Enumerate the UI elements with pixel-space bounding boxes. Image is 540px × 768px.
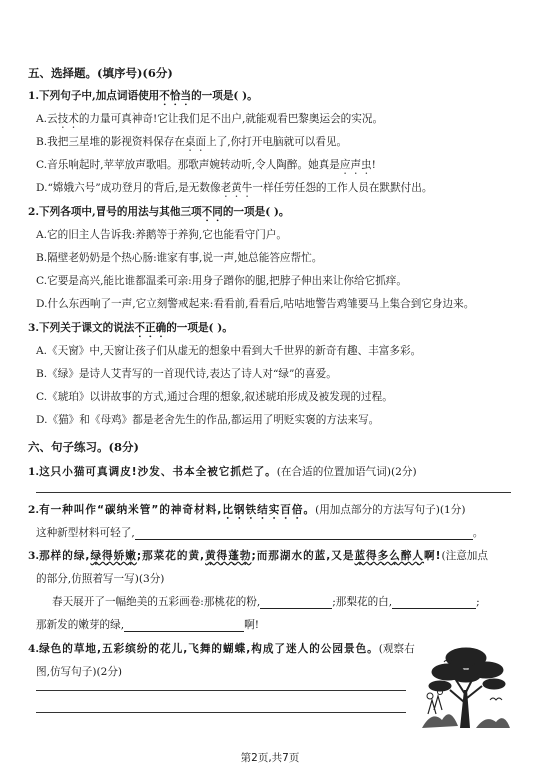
question-5-3-stem: 3.下列关于课文的说法不正确的一项是( )。 xyxy=(28,322,233,334)
question-6-3-fill-line2: 那新发的嫩芽的绿, 啊! xyxy=(36,619,259,631)
page-footer: 第2页,共7页 xyxy=(240,752,300,764)
answer-line-6-4-a[interactable] xyxy=(36,690,406,691)
question-6-4-line2: 图,仿写句子)(2分) xyxy=(36,666,123,678)
option-5-3-a: A.《天窗》中,天窗让孩子们从虚无的想象中看到大千世界的新奇有趣、丰富多彩。 xyxy=(36,345,422,357)
answer-line-6-4-b[interactable] xyxy=(36,712,406,713)
option-5-1-a: A.云技术的力量可真神奇!它让我们足不出户,就能观看巴黎奥运会的实况。 xyxy=(36,113,384,125)
answer-6-2: 这种新型材料可轻了, 。 xyxy=(36,527,484,539)
option-5-1-c: C.音乐响起时,苹苹放声歌唱。那歌声婉转动听,令人陶醉。她真是应声虫! xyxy=(36,159,376,171)
question-6-2: 2.有一种叫作“碳纳米管”的神奇材料,比钢铁结实百倍。(用加点部分的方法写句子)(1分) xyxy=(28,504,466,516)
option-5-3-b: B.《绿》是诗人艾青写的一首现代诗,表达了诗人对“绿”的喜爱。 xyxy=(36,368,337,380)
park-tree-illustration xyxy=(420,640,512,730)
option-5-1-d: D.“嫦娥六号”成功登月的背后,是无数像老黄牛一样任劳任怨的工作人员在默默付出。 xyxy=(36,182,433,194)
question-6-3-line1: 3.那样的绿,绿得娇嫩;那菜花的黄,黄得蓬勃;而那湖水的蓝,又是蓝得多么醉人啊!(注意加点 xyxy=(28,550,488,562)
answer-line-6-1[interactable] xyxy=(36,492,511,493)
option-5-1-b: B.我把三星堆的影视资料保存在桌面上了,你打开电脑就可以看见。 xyxy=(36,136,348,148)
option-5-3-d: D.《猫》和《母鸡》都是老舍先生的作品,都运用了明贬实褒的方法来写。 xyxy=(36,414,380,426)
question-6-3-line2: 的部分,仿照着写一写)(3分) xyxy=(36,573,165,585)
option-5-3-c: C.《琥珀》以讲故事的方式,通过合理的想象,叙述琥珀形成及被发现的过程。 xyxy=(36,391,393,403)
question-6-4-line1: 4.绿色的草地,五彩缤纷的花儿,飞舞的蝴蝶,构成了迷人的公园景色。(观察右 xyxy=(28,643,415,655)
answer-blank-6-3-c[interactable] xyxy=(124,620,244,632)
question-6-1: 1.这只小猫可真调皮!沙发、书本全被它抓烂了。(在合适的位置加语气词)(2分) xyxy=(28,466,417,478)
question-6-3-fill-line1: 春天展开了一幅绝美的五彩画卷:那桃花的粉, ;那梨花的白, ; xyxy=(52,596,480,608)
answer-blank-6-3-a[interactable] xyxy=(260,597,332,609)
question-5-2-stem: 2.下列各项中,冒号的用法与其他三项不同的一项是( )。 xyxy=(28,206,290,218)
option-5-2-a: A.它的旧主人告诉我:养鹅等于养狗,它也能看守门户。 xyxy=(36,229,288,241)
option-5-2-b: B.隔壁老奶奶是个热心肠:谁家有事,说一声,她总能答应帮忙。 xyxy=(36,252,323,264)
section-5-title: 五、选择题。(填序号)(6分) xyxy=(28,66,173,80)
answer-blank-6-2[interactable] xyxy=(135,528,473,540)
answer-blank-6-3-b[interactable] xyxy=(392,597,476,609)
option-5-2-d: D.什么东西响了一声,它立刻警戒起来:看看前,看看后,咕咕地警告鸡雏要马上集合到它身边来。 xyxy=(36,298,475,310)
option-5-2-c: C.它要是高兴,能比谁都温柔可亲:用身子蹭你的腿,把脖子伸出来让你给它抓痒。 xyxy=(36,275,407,287)
section-6-title: 六、句子练习。(8分) xyxy=(28,440,139,454)
question-5-1-stem: 1.下列句子中,加点词语使用不恰当的一项是( )。 xyxy=(28,90,258,102)
